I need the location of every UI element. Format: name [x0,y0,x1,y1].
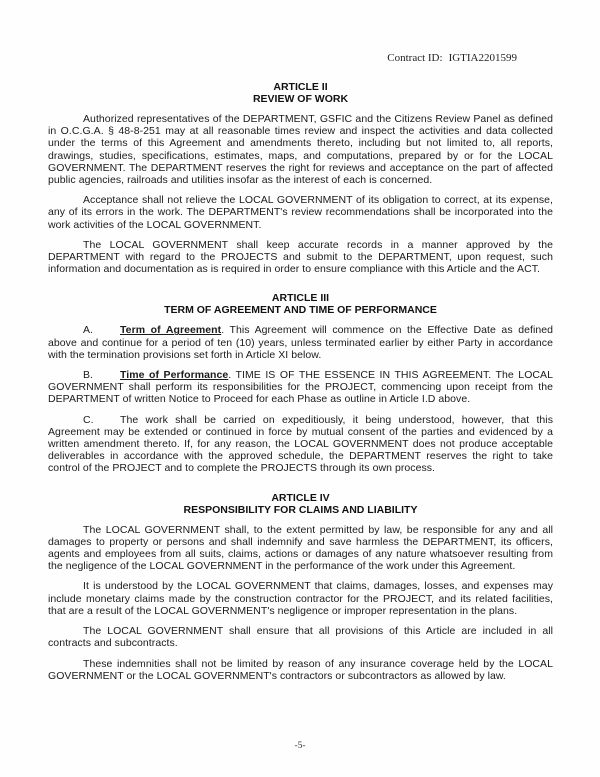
article-2-number: ARTICLE II [273,81,328,93]
article-2-paragraph-3: The LOCAL GOVERNMENT shall keep accurate records in a manner approved by the DEPARTMENT with regard to the PROJECTS and submit to the DEPARTMENT, upon request, such information and documentation as is required in order to ensure compliance with this Article and the ACT. [48,238,553,276]
section-b-text: . TIME IS OF THE ESSENCE IN THIS AGREEMENT. The LOCAL GOVERNMENT shall perform its responsibilities for the PROJECT, commencing upon receipt from the DEPARTMENT of written Notice to Proceed for each Phase as outline in Article I.D above. [48,369,553,406]
article-3-section-c [48,414,553,475]
page-number: -5- [294,741,306,751]
article-2-paragraph-1: Authorized representatives of the DEPARTMENT, GSFIC and the Citizens Review Panel as defined in O.C.G.A. § 48-8-251 may at all reasonable times review and inspect the activities and data collected under the terms of this Agreement and amendments thereto, including but not limited to, all reports, drawings, studies, specifications, estimates, maps, and computations, prepared by or for the LOCAL GOVERNMENT. The DEPARTMENT reserves the right for reviews and acceptance on the part of affected public agencies, railroads and utilities insofar as the interest of each is concerned. [48,113,553,187]
article-3-number: ARTICLE III [271,292,330,305]
article-4-paragraph-2: It is understood by the LOCAL GOVERNMENT that claims, damages, losses, and expenses may include monetary claims made by the construction contractor for the PROJECT, and its related facilities, that are a result of the LOCAL GOVERNMENT's negligence or improper representation in the plans. [48,580,553,617]
article-4-title: RESPONSIBILITY FOR CLAIMS AND LIABILITY [183,503,418,516]
article-3-heading [48,292,553,316]
section-c-letter: C. [83,413,94,426]
article-2-title: REVIEW OF WORK [252,93,349,105]
article-4-number: ARTICLE IV [271,491,330,504]
section-c-text: The work shall be carried on expeditiously, it being understood, however, that this Agreement may be extended or continued in force by mutual consent of the parties and evidenced by a written amendment thereto. If, for any reason, the LOCAL GOVERNMENT does not produce acceptable deliverables in accordance with the approved schedule, the DEPARTMENT reserves the right to take control of the PROJECT and to complete the PROJECTS through its own process. [48,413,553,475]
article-4-paragraph-3: The LOCAL GOVERNMENT shall ensure that all provisions of this Article are included in all contracts and subcontracts. [48,625,553,650]
contract-id-line [48,0,553,64]
article-4-paragraph-1: The LOCAL GOVERNMENT shall, to the extent permitted by law, be responsible for any and all damages to property or persons and shall indemnify and save harmless the DEPARTMENT, its officers, agents and employees from all suits, claims, actions or damages of any nature whatsoever resulting from the negligence of the LOCAL GOVERNMENT in the performance of the work under this Agreement. [48,523,553,573]
section-a-text: . This Agreement will commence on the Effective Date as defined above and continue for a period of ten (10) years, unless terminated earlier by either Party in accordance with the termination provisions set forth in Article XI below. [48,324,554,361]
article-4-paragraph-4: These indemnities shall not be limited by reason of any insurance coverage held by the LOCAL GOVERNMENT or the LOCAL GOVERNMENT's contractors or subcontractors as allowed by law. [48,657,553,682]
section-b-letter: B. [83,369,94,382]
section-b-heading: Time of Performance [120,369,229,382]
article-3-title: TERM OF AGREEMENT AND TIME OF PERFORMANCE [164,304,437,317]
article-4-heading [48,492,553,516]
article-2-heading [48,81,553,105]
section-a-heading: Term of Agreement [120,324,222,337]
section-a-letter: A. [83,324,94,337]
article-2-paragraph-2: Acceptance shall not relieve the LOCAL GOVERNMENT of its obligation to correct, at its expense, any of its errors in the work. The DEPARTMENT's review recommendations shall be incorporated into the work activities of the LOCAL GOVERNMENT. [48,194,553,231]
article-3-section-a [48,324,553,361]
article-3-section-b [48,369,553,406]
contract-id-label: Contract ID: [387,52,443,64]
contract-id-value: IGTIA2201599 [448,52,517,64]
